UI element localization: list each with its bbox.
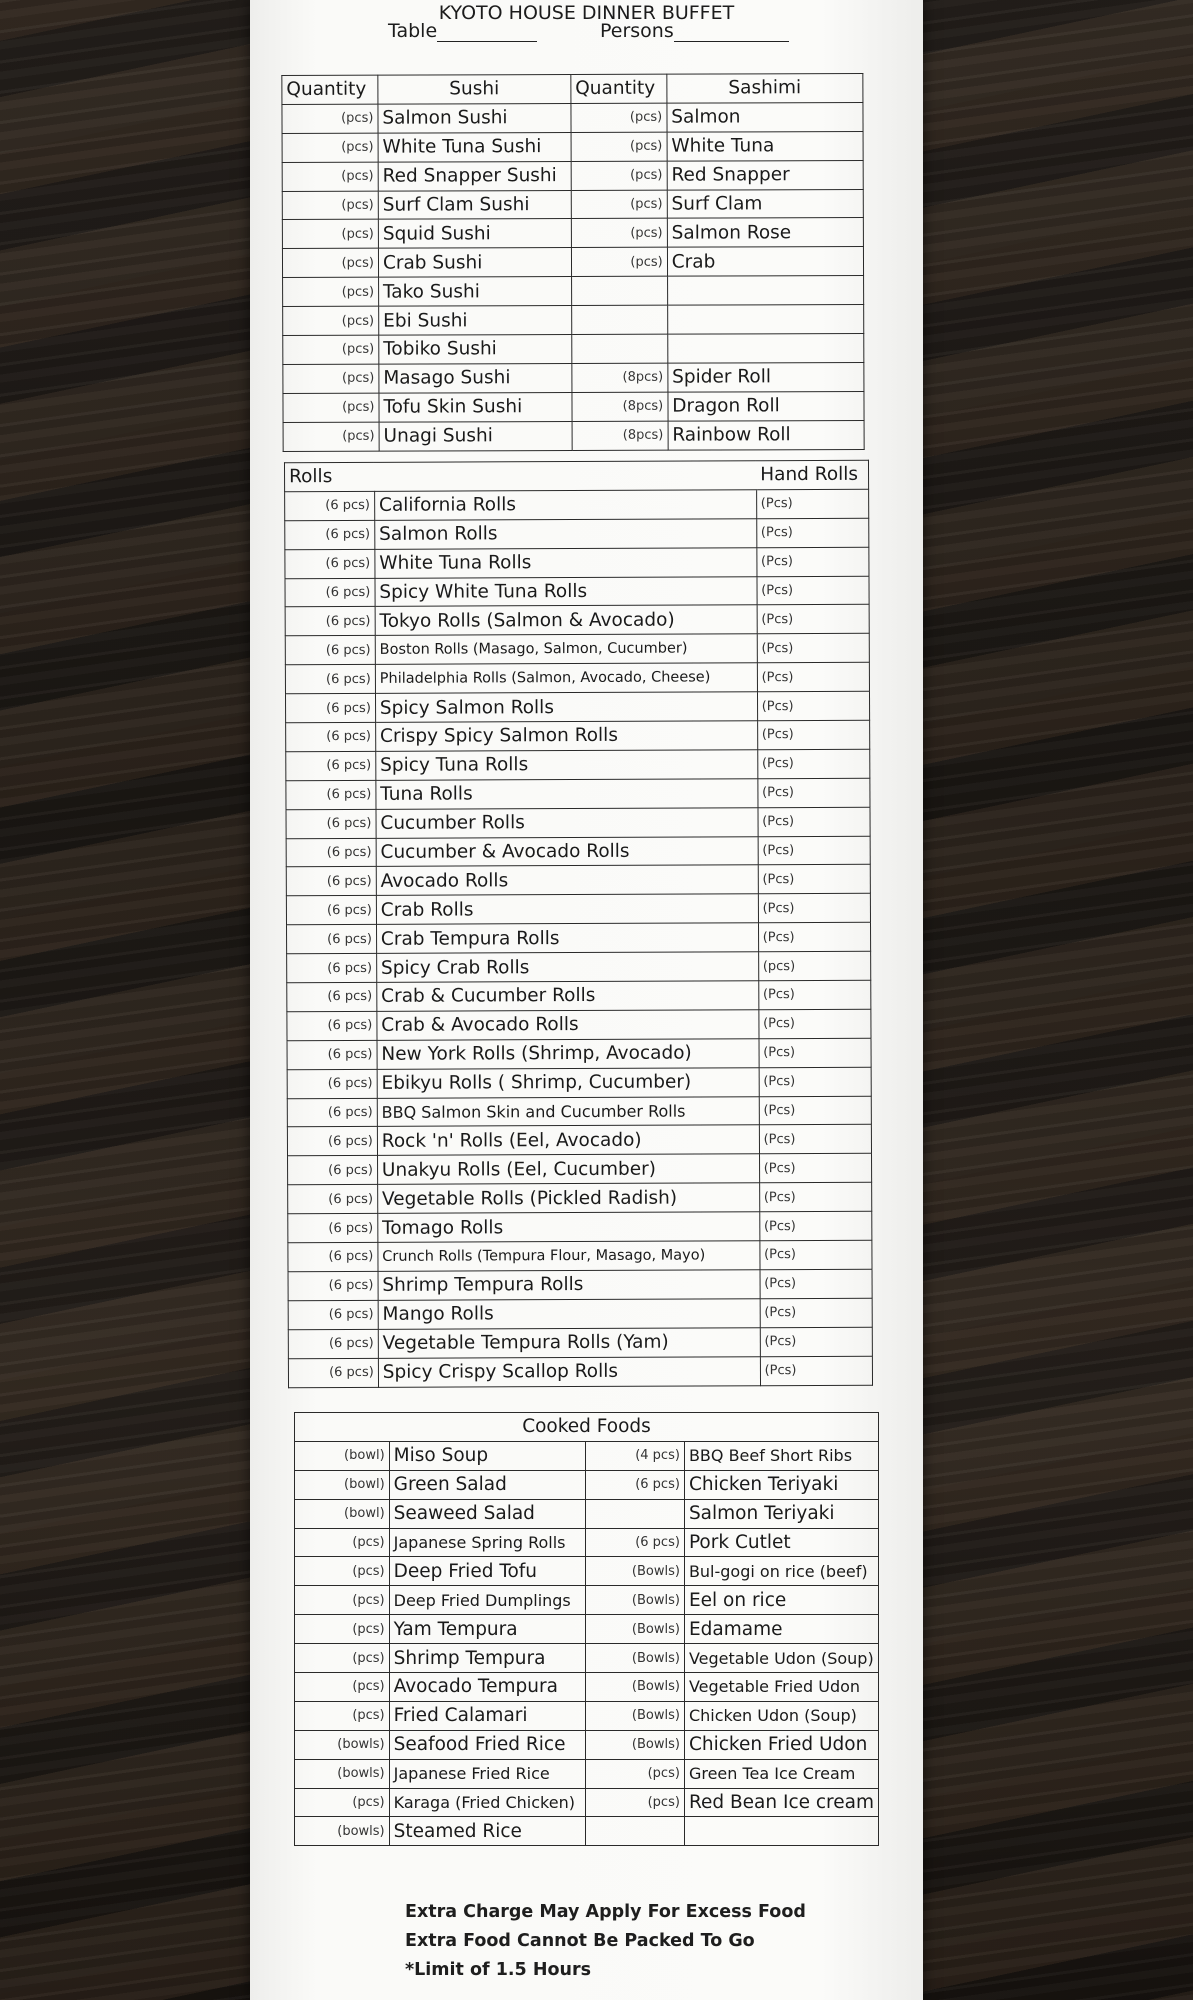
sushi-item: Ebi Sushi [379,306,572,336]
sushi-item: Crab Sushi [378,248,571,278]
sashimi-item [667,305,863,335]
sashimi-item [667,334,863,364]
roll-quantity-cell[interactable]: (6 pcs) [287,1011,377,1040]
table-row [295,1586,879,1615]
hand-roll-quantity-cell[interactable]: (Pcs) [760,1240,873,1269]
persons-field[interactable] [600,20,789,42]
roll-quantity-cell[interactable]: (6 pcs) [288,1242,378,1271]
roll-item: Spicy Crab Rolls [376,952,758,983]
cooked-item: Avocado Tempura [389,1673,586,1702]
cooked-item: Chicken Fried Udon [684,1730,878,1759]
table-row [286,720,870,751]
roll-quantity-cell[interactable]: (6 pcs) [288,1271,378,1300]
cooked-item: Chicken Udon (Soup) [684,1701,878,1730]
roll-quantity-cell[interactable]: (6 pcs) [286,722,376,751]
hand-roll-quantity-cell[interactable]: (Pcs) [759,1125,871,1154]
cooked-quantity-cell[interactable]: (pcs) [586,1759,685,1788]
cooked-quantity-cell[interactable]: (Bowls) [586,1586,685,1615]
roll-item: Crispy Spicy Salmon Rolls [375,721,757,752]
sashimi-item: Spider Roll [668,362,864,392]
roll-item: New York Rolls (Shrimp, Avocado) [377,1039,759,1070]
roll-quantity-cell[interactable]: (6 pcs) [285,491,375,520]
table-row [285,662,869,693]
sashimi-quantity-cell[interactable]: (pcs) [571,248,667,277]
roll-item: Vegetable Rolls (Pickled Radish) [377,1183,759,1214]
table-row [287,1038,871,1069]
table-row [295,1730,879,1759]
table-row [288,1240,872,1271]
hand-roll-quantity-cell[interactable]: (Pcs) [757,605,870,634]
table-row [286,807,870,838]
sushi-quantity-cell[interactable]: (pcs) [282,220,378,249]
roll-item: BBQ Salmon Skin and Cucumber Rolls [377,1096,759,1127]
roll-quantity-cell[interactable]: (6 pcs) [286,751,376,780]
roll-quantity-cell[interactable]: (6 pcs) [288,1329,378,1358]
hand-roll-quantity-cell[interactable]: (Pcs) [759,1067,872,1096]
table-row [286,836,870,867]
table-row [295,1817,879,1846]
cooked-foods-table [294,1412,879,1846]
cooked-item: Japanese Fried Rice [389,1759,586,1788]
sushi-item: Squid Sushi [378,219,571,249]
table-row [285,605,869,636]
cooked-quantity-cell[interactable]: (pcs) [295,1644,390,1673]
sashimi-item: Surf Clam [667,189,863,219]
quantity-header: Quantity [571,74,667,103]
rolls-header-row [284,460,868,491]
cooked-quantity-cell[interactable] [586,1499,685,1528]
table-row [287,980,871,1011]
cooked-item: Fried Calamari [389,1701,586,1730]
roll-quantity-cell[interactable]: (6 pcs) [287,1069,377,1098]
roll-quantity-cell[interactable]: (6 pcs) [288,1214,378,1243]
roll-item: Tuna Rolls [376,779,758,810]
cooked-header-row [295,1413,879,1442]
sashimi-item [667,276,863,306]
table-row [283,391,864,422]
roll-quantity-cell[interactable]: (6 pcs) [286,896,376,925]
cooked-item: Vegetable Fried Udon [684,1673,878,1702]
roll-item: Crunch Rolls (Tempura Flour, Masago, Mayo) [378,1241,760,1272]
hand-roll-quantity-cell[interactable]: (Pcs) [757,634,870,663]
hand-roll-quantity-cell[interactable]: (Pcs) [759,1038,871,1067]
roll-quantity-cell[interactable]: (6 pcs) [287,1127,377,1156]
sushi-item: Unagi Sushi [379,421,572,451]
sushi-item: Red Snapper Sushi [378,161,571,191]
roll-quantity-cell[interactable]: (6 pcs) [285,549,375,578]
sushi-quantity-cell[interactable]: (pcs) [282,133,378,162]
table-row [285,547,869,578]
cooked-item: Chicken Teriyaki [684,1470,878,1499]
hand-roll-quantity-cell[interactable]: (pcs) [758,951,870,980]
hand-roll-quantity-cell[interactable]: (Pcs) [758,836,871,865]
cooked-quantity-cell[interactable]: (Bowls) [586,1615,685,1644]
hand-roll-quantity-cell[interactable]: (Pcs) [759,1096,872,1125]
cooked-quantity-cell[interactable]: (pcs) [295,1788,390,1817]
roll-item: Rock 'n' Rolls (Eel, Avocado) [377,1125,759,1156]
sashimi-quantity-cell[interactable] [572,334,668,363]
table-row [287,1009,871,1040]
sushi-item: Masago Sushi [379,363,572,393]
hand-roll-quantity-cell[interactable]: (Pcs) [757,662,870,691]
hand-roll-quantity-cell[interactable]: (Pcs) [760,1269,873,1298]
cooked-quantity-cell[interactable]: (6 pcs) [586,1528,685,1557]
table-row [283,305,864,336]
sheet-title: KYOTO HOUSE DINNER BUFFET [438,2,735,24]
roll-quantity-cell[interactable]: (6 pcs) [288,1185,378,1214]
roll-quantity-cell[interactable]: (6 pcs) [286,780,376,809]
roll-item: Crab Rolls [376,894,758,925]
order-sheet [250,0,923,2000]
table-row [283,420,864,451]
cooked-item: Steamed Rice [389,1817,586,1846]
roll-quantity-cell[interactable]: (6 pcs) [285,665,375,694]
roll-quantity-cell[interactable]: (6 pcs) [285,520,375,549]
roll-item: Boston Rolls (Masago, Salmon, Cucumber) [375,634,757,665]
sashimi-quantity-cell[interactable]: (pcs) [571,161,667,190]
hand-roll-quantity-cell[interactable]: (Pcs) [760,1298,872,1327]
table-row [295,1557,879,1586]
cooked-item [684,1817,878,1846]
table-field[interactable] [388,20,537,42]
table-row [282,218,863,249]
rolls-table [284,460,873,1388]
roll-item: Spicy Salmon Rolls [375,692,757,723]
table-row [288,1298,872,1329]
sashimi-item: Salmon Rose [667,218,863,248]
hand-roll-quantity-cell[interactable]: (Pcs) [757,778,869,807]
sashimi-item: White Tuna [667,131,863,161]
roll-item: Unakyu Rolls (Eel, Cucumber) [377,1154,759,1185]
sashimi-quantity-cell[interactable]: (pcs) [571,190,667,219]
roll-quantity-cell[interactable]: (6 pcs) [287,1098,377,1127]
table-row [286,865,870,896]
sashimi-header: Sashimi [667,73,863,103]
roll-item: Salmon Rolls [375,519,757,550]
sushi-item: Tofu Skin Sushi [379,392,572,422]
table-row [288,1269,872,1300]
cooked-quantity-cell[interactable]: (bowls) [295,1730,390,1759]
cooked-quantity-cell[interactable]: (pcs) [586,1788,685,1817]
sushi-item: White Tuna Sushi [378,132,571,162]
table-row [295,1788,879,1817]
table-row [288,1356,872,1387]
cooked-item: Miso Soup [389,1441,586,1470]
table-row [287,1067,871,1098]
sashimi-quantity-cell[interactable] [571,305,667,334]
cooked-quantity-cell[interactable]: (4 pcs) [586,1441,685,1470]
sashimi-item: Crab [667,247,863,277]
table-row [283,276,864,307]
sushi-sashimi-table [281,73,864,452]
sashimi-quantity-cell[interactable] [571,276,667,305]
table-row [288,1154,872,1185]
cooked-quantity-cell[interactable]: (pcs) [295,1586,390,1615]
rolls-header: Rolls [284,461,756,492]
persons-label: Persons [600,20,674,42]
roll-quantity-cell[interactable]: (6 pcs) [285,694,375,723]
roll-item: Cucumber Rolls [376,807,758,838]
cooked-foods-header: Cooked Foods [295,1413,879,1442]
roll-item: White Tuna Rolls [375,547,757,578]
cooked-item: Japanese Spring Rolls [389,1528,586,1557]
hand-roll-quantity-cell[interactable]: (Pcs) [758,922,871,951]
cooked-item: Pork Cutlet [684,1528,878,1557]
quantity-header: Quantity [282,75,378,104]
roll-quantity-cell[interactable]: (6 pcs) [287,925,377,954]
table-row [282,102,863,133]
hand-roll-quantity-cell[interactable]: (Pcs) [756,518,869,547]
cooked-quantity-cell[interactable]: (pcs) [295,1615,390,1644]
table-row [285,576,869,607]
table-row [287,922,871,953]
table-row [295,1673,879,1702]
roll-quantity-cell[interactable]: (6 pcs) [288,1156,378,1185]
table-row [285,518,869,549]
cooked-item: Deep Fried Tofu [389,1557,586,1586]
roll-quantity-cell[interactable]: (6 pcs) [286,867,376,896]
cooked-item: Red Bean Ice cream [684,1788,878,1817]
footer-note: *Limit of 1.5 Hours [405,1960,591,1980]
roll-quantity-cell[interactable]: (6 pcs) [285,607,375,636]
cooked-quantity-cell[interactable]: (pcs) [295,1673,390,1702]
sashimi-quantity-cell[interactable]: (8pcs) [572,363,668,392]
table-row [282,131,863,162]
roll-item: Tomago Rolls [378,1212,760,1243]
roll-item: Crab Tempura Rolls [376,923,758,954]
roll-item: Philadelphia Rolls (Salmon, Avocado, Cheese) [375,663,757,694]
sushi-quantity-cell[interactable]: (pcs) [283,364,379,393]
hand-roll-quantity-cell[interactable]: (Pcs) [758,894,871,923]
hand-roll-quantity-cell[interactable]: (Pcs) [758,865,870,894]
sashimi-item: Dragon Roll [668,391,864,421]
table-row [285,634,869,665]
table-row [285,489,869,520]
roll-quantity-cell[interactable]: (6 pcs) [287,982,377,1011]
cooked-item: Edamame [684,1615,878,1644]
roll-item: Spicy Crispy Scallop Rolls [378,1356,760,1387]
roll-item: Cucumber & Avocado Rolls [376,836,758,867]
roll-quantity-cell[interactable]: (6 pcs) [288,1358,378,1387]
cooked-item: Salmon Teriyaki [684,1499,878,1528]
sushi-quantity-cell[interactable]: (pcs) [283,335,379,364]
table-row [288,1182,872,1213]
hand-roll-quantity-cell[interactable]: (Pcs) [759,1182,872,1211]
table-row [295,1470,879,1499]
cooked-quantity-cell[interactable]: (bowls) [295,1759,390,1788]
hand-roll-quantity-cell[interactable]: (Pcs) [756,547,869,576]
cooked-item: Deep Fried Dumplings [389,1586,586,1615]
sashimi-quantity-cell[interactable]: (pcs) [571,103,667,132]
cooked-quantity-cell[interactable]: (bowl) [295,1441,390,1470]
table-row [283,362,864,393]
roll-item: Spicy White Tuna Rolls [375,576,757,607]
sashimi-item: Rainbow Roll [668,420,864,450]
cooked-item: Seafood Fried Rice [389,1730,586,1759]
hand-roll-quantity-cell[interactable]: (Pcs) [758,980,871,1009]
table-row [286,894,870,925]
sushi-item: Surf Clam Sushi [378,190,571,220]
cooked-item: Yam Tempura [389,1615,586,1644]
table-row [288,1211,872,1242]
roll-quantity-cell[interactable]: (6 pcs) [287,954,377,983]
cooked-item: Green Tea Ice Cream [684,1759,878,1788]
sushi-quantity-cell[interactable]: (pcs) [283,422,379,451]
hand-roll-quantity-cell[interactable]: (Pcs) [759,1009,872,1038]
sushi-quantity-cell[interactable]: (pcs) [283,277,379,306]
sushi-item: Tako Sushi [378,277,571,307]
cooked-item: BBQ Beef Short Ribs [684,1441,878,1470]
hand-roll-quantity-cell[interactable]: (Pcs) [760,1356,873,1385]
table-row [282,189,863,220]
table-header-row [282,73,863,104]
table-row [288,1327,872,1358]
table-row [295,1499,879,1528]
cooked-quantity-cell[interactable]: (Bowls) [586,1730,685,1759]
cooked-quantity-cell[interactable]: (Bowls) [586,1557,685,1586]
roll-item: Shrimp Tempura Rolls [378,1270,760,1301]
table-row [295,1441,879,1470]
roll-quantity-cell[interactable]: (6 pcs) [285,636,375,665]
table-row [285,691,869,722]
table-row [295,1615,879,1644]
cooked-quantity-cell[interactable]: (bowl) [295,1499,390,1528]
table-row [287,1096,871,1127]
table-row [287,1125,871,1156]
table-row [282,247,863,278]
cooked-quantity-cell[interactable]: (pcs) [295,1528,390,1557]
cooked-item: Vegetable Udon (Soup) [684,1644,878,1673]
roll-item: Ebikyu Rolls ( Shrimp, Cucumber) [377,1067,759,1098]
sashimi-item: Red Snapper [667,160,863,190]
cooked-item: Seaweed Salad [389,1499,586,1528]
sashimi-quantity-cell[interactable]: (8pcs) [572,392,668,421]
cooked-quantity-cell[interactable]: (6 pcs) [586,1470,685,1499]
hand-roll-quantity-cell[interactable]: (Pcs) [757,576,870,605]
roll-quantity-cell[interactable]: (6 pcs) [288,1300,378,1329]
cooked-quantity-cell[interactable]: (Bowls) [586,1644,685,1673]
table-row [283,334,864,365]
roll-item: Vegetable Tempura Rolls (Yam) [378,1327,760,1358]
cooked-quantity-cell[interactable]: (bowl) [295,1470,390,1499]
footer-note: Extra Charge May Apply For Excess Food [405,1902,806,1922]
cooked-item: Green Salad [389,1470,586,1499]
roll-item: California Rolls [374,490,756,521]
sushi-item: Salmon Sushi [378,103,571,133]
sushi-quantity-cell[interactable]: (pcs) [283,393,379,422]
cooked-quantity-cell[interactable]: (pcs) [295,1701,390,1730]
hand-roll-quantity-cell[interactable]: (Pcs) [759,1154,872,1183]
hand-roll-quantity-cell[interactable]: (Pcs) [759,1211,871,1240]
cooked-quantity-cell[interactable]: (pcs) [295,1557,390,1586]
cooked-item: Eel on rice [684,1586,878,1615]
hand-roll-quantity-cell[interactable]: (Pcs) [760,1327,873,1356]
sushi-item: Tobiko Sushi [379,335,572,365]
cooked-quantity-cell[interactable] [586,1817,685,1846]
sashimi-item: Salmon [667,102,863,132]
table-row [295,1701,879,1730]
table-row [295,1644,879,1673]
table-row [287,951,871,982]
roll-item: Crab & Cucumber Rolls [377,981,759,1012]
roll-item: Spicy Tuna Rolls [376,750,758,781]
hand-roll-quantity-cell[interactable]: (Pcs) [758,807,871,836]
table-row [282,160,863,191]
cooked-item: Bul-gogi on rice (beef) [684,1557,878,1586]
table-row [295,1759,879,1788]
roll-item: Crab & Avocado Rolls [377,1010,759,1041]
sashimi-quantity-cell[interactable]: (pcs) [571,132,667,161]
table-row [286,778,870,809]
roll-item: Mango Rolls [378,1299,760,1330]
sushi-quantity-cell[interactable]: (pcs) [282,104,378,133]
hand-rolls-header: Hand Rolls [756,460,869,489]
sushi-quantity-cell[interactable]: (pcs) [283,306,379,335]
table-row [286,749,870,780]
sushi-quantity-cell[interactable]: (pcs) [282,249,378,278]
roll-quantity-cell[interactable]: (6 pcs) [287,1040,377,1069]
table-label: Table [388,20,438,42]
roll-quantity-cell[interactable]: (6 pcs) [286,838,376,867]
hand-roll-quantity-cell[interactable]: (Pcs) [757,691,870,720]
cooked-item: Karaga (Fried Chicken) [389,1788,586,1817]
sushi-quantity-cell[interactable]: (pcs) [282,191,378,220]
sushi-header: Sushi [378,75,571,105]
sashimi-quantity-cell[interactable]: (pcs) [571,219,667,248]
table-row [295,1528,879,1557]
cooked-item: Shrimp Tempura [389,1644,586,1673]
roll-quantity-cell[interactable]: (6 pcs) [286,809,376,838]
cooked-quantity-cell[interactable]: (Bowls) [586,1673,685,1702]
footer-note: Extra Food Cannot Be Packed To Go [405,1931,755,1951]
cooked-quantity-cell[interactable]: (Bowls) [586,1701,685,1730]
sushi-quantity-cell[interactable]: (pcs) [282,162,378,191]
hand-roll-quantity-cell[interactable]: (Pcs) [756,489,869,518]
hand-roll-quantity-cell[interactable]: (Pcs) [757,749,870,778]
roll-item: Tokyo Rolls (Salmon & Avocado) [375,605,757,636]
hand-roll-quantity-cell[interactable]: (Pcs) [757,720,870,749]
sashimi-quantity-cell[interactable]: (8pcs) [572,421,668,450]
roll-quantity-cell[interactable]: (6 pcs) [285,578,375,607]
roll-item: Avocado Rolls [376,865,758,896]
cooked-quantity-cell[interactable]: (bowls) [295,1817,390,1846]
